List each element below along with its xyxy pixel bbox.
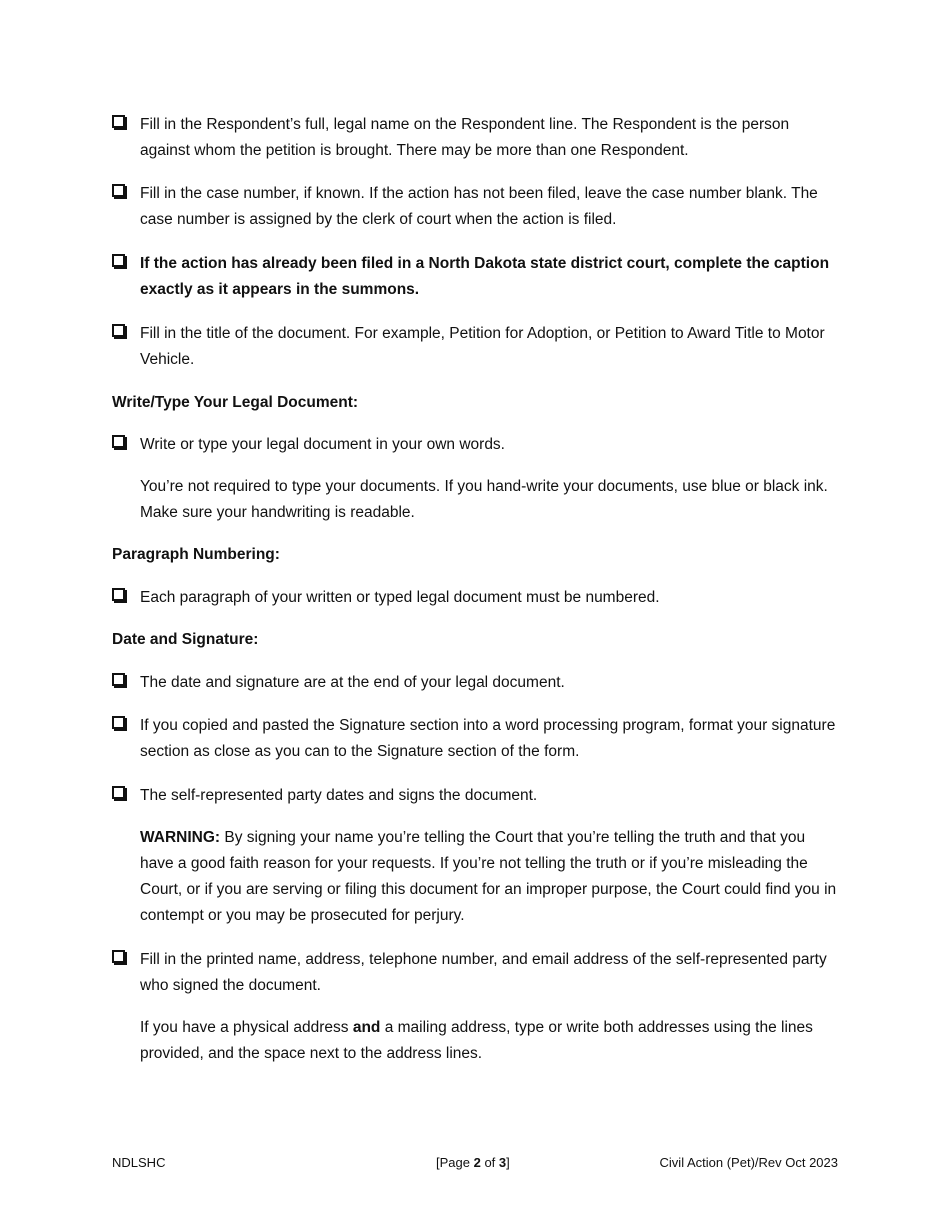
footer-left: NDLSHC — [112, 1155, 166, 1170]
section-heading-write-type: Write/Type Your Legal Document: — [112, 394, 359, 411]
page-open: [Page — [436, 1155, 474, 1170]
item-text: Fill in the title of the document. For example, Petition for Adoption, or Petition to Award Title to Motor Vehicle. — [140, 325, 825, 368]
item-text: Fill in the case number, if known. If the action has not been filed, leave the case number blank. The case number is assigned by the clerk of court when the action is filed. — [140, 185, 818, 228]
page-total: 3 — [498, 1155, 507, 1170]
checkbox-icon[interactable] — [112, 324, 125, 337]
paragraph-warning — [140, 825, 842, 929]
address-text-bold: and — [352, 1019, 381, 1036]
checkbox-icon[interactable] — [112, 673, 125, 686]
item-text: If you copied and pasted the Signature section into a word processing program, format your signature section as close as you can to the Signature section of the form. — [140, 717, 836, 760]
checkbox-icon[interactable] — [112, 254, 125, 267]
item-text: Fill in the Respondent’s full, legal name on the Respondent line. The Respondent is the person against whom the petition is brought. There may be more than one Respondent. — [140, 116, 790, 159]
item-text: Fill in the printed name, address, telephone number, and email address of the self-represented party who signed the document. — [140, 951, 827, 994]
item-text: The date and signature are at the end of your legal document. — [140, 674, 565, 691]
item-text: The self-represented party dates and signs the document. — [140, 787, 538, 804]
address-text-post: a mailing address, type or write both addresses using the lines provided, and the space next to the address lines. — [140, 1019, 813, 1062]
item-text: Each paragraph of your written or typed legal document must be numbered. — [140, 589, 660, 606]
page-of: of — [480, 1155, 499, 1170]
checkbox-icon[interactable] — [112, 588, 125, 601]
item-text: Write or type your legal document in your own words. — [140, 436, 505, 453]
checkbox-icon[interactable] — [112, 435, 125, 448]
warning-text: By signing your name you’re telling the Court that you’re telling the truth and that you have a good faith reason for your requests. If you’re not telling the truth or if you’re misleading the Court, or if you are serving or filing this document for an improper purpose, the Court could find you in contempt or you may be prosecuted for perjury. — [140, 829, 837, 924]
section-heading-paragraph-numbering: Paragraph Numbering: — [112, 546, 280, 563]
footer-page-number — [436, 1154, 510, 1172]
item-text: If the action has already been filed in a North Dakota state district court, complete the caption exactly as it appears in the summons. — [140, 255, 830, 298]
warning-label: WARNING: — [140, 829, 221, 846]
checkbox-icon[interactable] — [112, 716, 125, 729]
checkbox-icon[interactable] — [112, 115, 125, 128]
section-heading-date-signature: Date and Signature: — [112, 631, 259, 648]
checkbox-icon[interactable] — [112, 184, 125, 197]
paragraph-not-required: You’re not required to type your documents. If you hand-write your documents, use blue or black ink. Make sure your handwriting is readable. — [140, 478, 828, 521]
paragraph-address — [140, 1015, 842, 1067]
page-current: 2 — [473, 1155, 481, 1170]
footer-right: Civil Action (Pet)/Rev Oct 2023 — [659, 1155, 838, 1170]
checkbox-icon[interactable] — [112, 786, 125, 799]
address-text-pre: If you have a physical address — [140, 1019, 353, 1036]
page-close: ] — [506, 1155, 510, 1170]
checkbox-icon[interactable] — [112, 950, 125, 963]
